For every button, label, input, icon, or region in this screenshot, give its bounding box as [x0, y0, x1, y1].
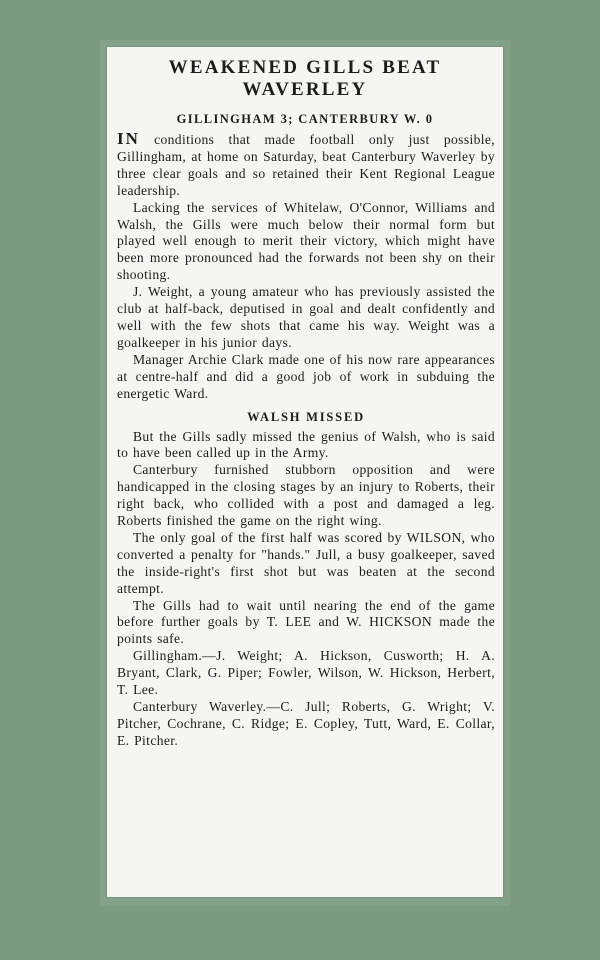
- team-lineup-canterbury: Canterbury Waverley.—C. Jull; Roberts, G. Wright; V. Pitcher, Cochrane, C. Ridge; E. Copley, Tutt, Ward, E. Collar, E. Pitcher.: [117, 699, 495, 748]
- article-paragraph: Manager Archie Clark made one of his now rare appearances at centre-half and did a good job of work in subduing the energetic Ward.: [117, 351, 495, 401]
- article-paragraph: The only goal of the first half was scored by WILSON, who converted a penalty for "hands." Jull, a busy goalkeeper, saved the inside-right's first shot but was beaten at the second attempt.: [117, 529, 495, 596]
- section-heading: WALSH MISSED: [247, 409, 365, 424]
- team-lineup-gillingham: Gillingham.—J. Weight; A. Hickson, Cusworth; H. A. Bryant, Clark, G. Piper; Fowler, Wilson, W. Hickson, Herbert, T. Lee.: [117, 648, 495, 698]
- article-paragraph: But the Gills sadly missed the genius of Walsh, who is said to have been called up in the Army.: [117, 428, 495, 461]
- article-body: [107, 131, 503, 750]
- newspaper-clipping: [107, 47, 503, 897]
- article-paragraph: Lacking the services of Whitelaw, O'Connor, Williams and Walsh, the Gills were much below their normal form but played well enough to merit their victory, which might have been more pronounced had the forwards not been shy on their shooting.: [117, 199, 495, 283]
- drop-cap: IN: [117, 129, 140, 148]
- article-paragraph: J. Weight, a young amateur who has previously assisted the club at half-back, deputised in goal and dealt confidently and well with the few shots that came his way. Weight was a goalkeeper in his junior days.: [117, 284, 495, 350]
- headline: WEAKENED GILLS BEAT WAVERLEY: [168, 57, 442, 100]
- article-paragraph: The Gills had to wait until nearing the end of the game before further goals by T. LEE and W. HICKSON made the points safe.: [117, 597, 495, 647]
- match-score-subheadline: GILLINGHAM 3; CANTERBURY W. 0: [176, 112, 434, 126]
- article-paragraph: Canterbury furnished stubborn opposition and were handicapped in the closing stages by an injury to Roberts, their right back, who collided with a post and damaged a leg. Roberts finished the game on the right wing.: [117, 462, 495, 529]
- article-paragraph: IN conditions that made football only just possible, Gillingham, at home on Saturday, beat Canterbury Waverley by three clear goals and so retained their Kent Regional League leadership.: [117, 129, 495, 198]
